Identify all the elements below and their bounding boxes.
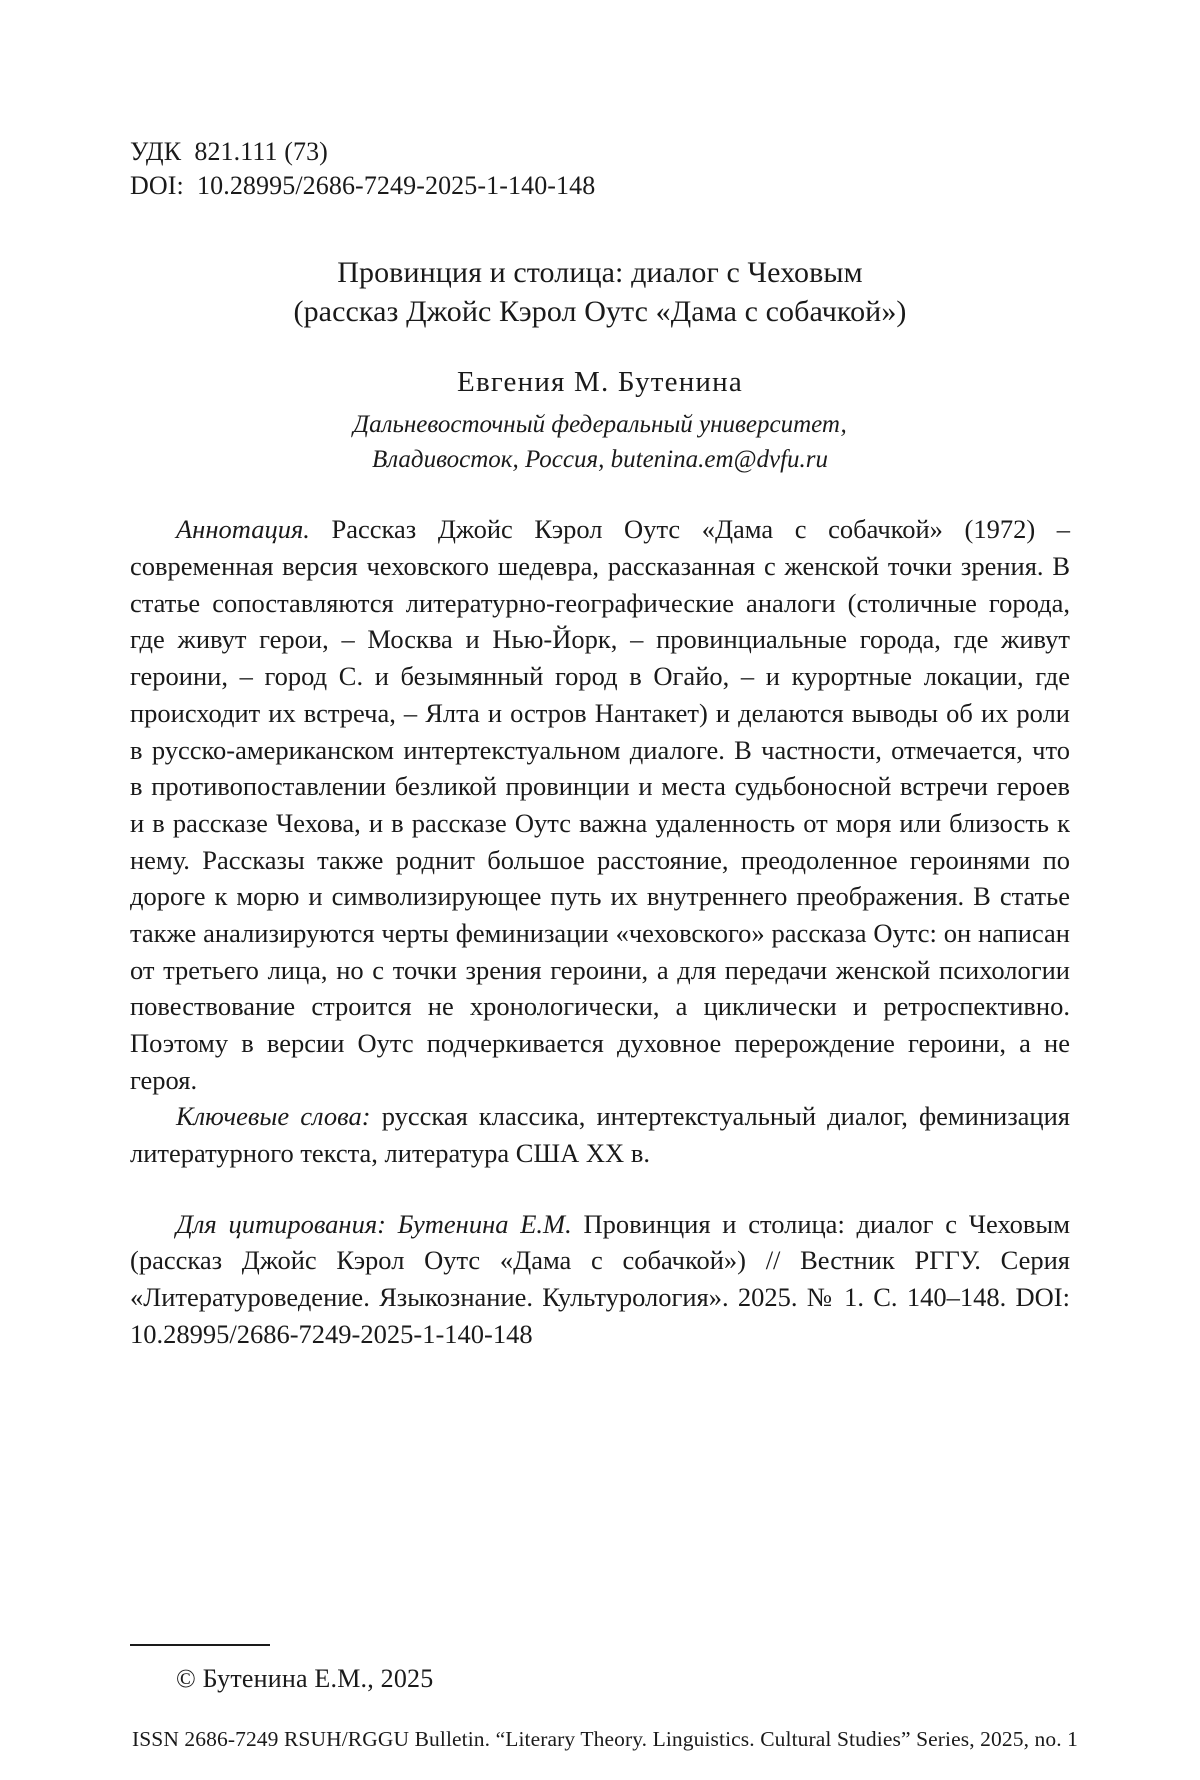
footnote-area [130, 1644, 1070, 1694]
citation-text: Провинция и столица: диалог с Чеховым (рассказ Джойс Кэрол Оутс «Дама с собачкой») // Вестник РГГУ. Серия «Литературоведение. Языкознание. Культурология». 2025. № 1. С. 140–148. DOI: 10.28995/2686-7249-2025-1-140-148 [130, 1208, 1070, 1349]
title-line-1: Провинция и столица: диалог с Чеховым [337, 255, 863, 289]
affiliation-line-1: Дальневосточный федеральный университет, [353, 411, 847, 439]
citation-label: Для цитирования: Бутенина Е.М. [176, 1208, 572, 1239]
affiliation-line-2: Владивосток, Россия, butenina.em@dvfu.ru [371, 445, 829, 473]
abstract-paragraph [130, 511, 1070, 1098]
copyright-notice: © Бутенина Е.М., 2025 [176, 1664, 434, 1693]
keywords-text: русская классика, интертекстуальный диалог, феминизация литературного текста, литература США XX в. [130, 1101, 1070, 1169]
footnote-divider [130, 1644, 270, 1646]
doi-code: DOI: 10.28995/2686-7249-2025-1-140-148 [130, 170, 596, 200]
author-name: Евгения М. Бутенина [457, 366, 743, 399]
udc-code: УДК 821.111 (73) [130, 137, 328, 166]
issn-footer: ISSN 2686-7249 RSUH/RGGU Bulletin. “Literary Theory. Linguistics. Cultural Studies” Series, 2025, no. 1 [131, 1727, 1079, 1751]
keywords-paragraph [130, 1098, 1070, 1171]
citation-section [130, 1206, 1070, 1353]
abstract-text: Рассказ Джойс Кэрол Оутс «Дама с собачкой» (1972) – современная версия чеховского шедевра, рассказанная с женской точки зрения. В статье сопоставляются литературно-географические аналоги (столичные города, где живут герои, – Москва и Нью-Йорк, – провинциальные города, где живут героини, – город С. и безымянный город в Огайо, – и курортные локации, где происходит их встреча, – Ялта и остров Нантакет) и делаются выводы об их роли в русско-американском интертекстуальном диалоге. В частности, отмечается, что в противопоставлении безликой провинции и места судьбоносной встречи героев и в рассказе Чехова, и в рассказе Оутс важна удаленность от моря или близость к нему. Рассказы также роднит большое расстояние, преодоленное героинями по дороге к морю и символизирующее путь их внутреннего преображения. В статье также анализируются черты феминизации «чеховского» рассказа Оутс: он написан от третьего лица, но с точки зрения героини, а для передачи женской психологии повествование строится не хронологически, а циклически и ретроспективно. Поэтому в версии Оутс подчеркивается духовное перерождение героини, а не героя. [130, 514, 1070, 1095]
identifier-block [130, 135, 1070, 203]
abstract-label: Аннотация. [176, 514, 310, 545]
abstract-section [130, 511, 1070, 1171]
keywords-label: Ключевые слова: [176, 1101, 371, 1132]
page-title [130, 253, 1070, 333]
author-affiliation [130, 408, 1070, 477]
title-line-2: (рассказ Джойс Кэрол Оутс «Дама с собачкой») [293, 295, 907, 329]
citation-paragraph [130, 1206, 1070, 1353]
